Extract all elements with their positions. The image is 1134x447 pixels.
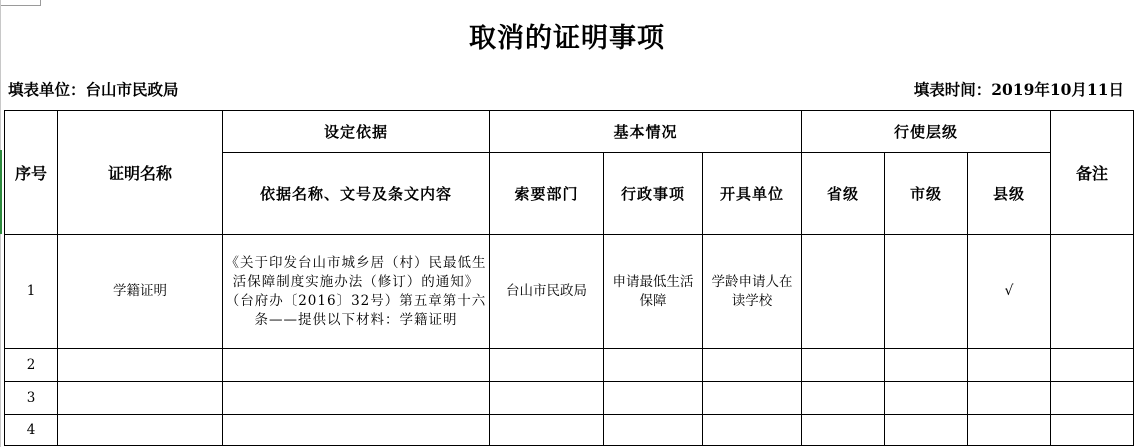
- header-basis-group[interactable]: 设定依据: [223, 111, 490, 153]
- cell-basis[interactable]: [223, 415, 490, 446]
- cell-name[interactable]: [58, 382, 223, 415]
- cell-admin-item[interactable]: [604, 349, 703, 382]
- cell-county[interactable]: [968, 382, 1051, 415]
- cell-province[interactable]: [802, 235, 885, 349]
- cell-admin-item[interactable]: [604, 382, 703, 415]
- cell-city[interactable]: [885, 415, 968, 446]
- cell-req-dept[interactable]: [490, 349, 604, 382]
- header-province[interactable]: 省级: [802, 153, 885, 235]
- table-row: [5, 235, 1134, 349]
- cell-seq[interactable]: 4: [5, 415, 58, 446]
- cell-issuer[interactable]: 学龄申请人在读学校: [703, 235, 802, 349]
- cell-county[interactable]: [968, 415, 1051, 446]
- header-situation-group[interactable]: 基本情况: [490, 111, 802, 153]
- header-basis-sub[interactable]: 依据名称、文号及条文内容: [223, 153, 490, 235]
- sheet-corner-cell[interactable]: [0, 0, 41, 6]
- cell-issuer[interactable]: [703, 415, 802, 446]
- cell-city[interactable]: [885, 349, 968, 382]
- cell-remark[interactable]: [1051, 349, 1134, 382]
- cell-province[interactable]: [802, 415, 885, 446]
- cell-province[interactable]: [802, 382, 885, 415]
- page-title: 取消的证明事项: [469, 23, 665, 54]
- cell-remark[interactable]: [1051, 235, 1134, 349]
- cell-admin-item[interactable]: 申请最低生活保障: [604, 235, 703, 349]
- cell-basis[interactable]: [223, 349, 490, 382]
- header-seq[interactable]: 序号: [5, 111, 58, 235]
- cell-seq[interactable]: 1: [5, 235, 58, 349]
- cell-req-dept[interactable]: [490, 415, 604, 446]
- header-city[interactable]: 市级: [885, 153, 968, 235]
- table-row: [5, 349, 1134, 382]
- certificate-table: [4, 110, 1134, 446]
- cell-issuer[interactable]: [703, 382, 802, 415]
- cell-name[interactable]: 学籍证明: [58, 235, 223, 349]
- cell-city[interactable]: [885, 382, 968, 415]
- header-row-1: [5, 111, 1134, 153]
- cell-county[interactable]: [968, 349, 1051, 382]
- cell-county[interactable]: √: [968, 235, 1051, 349]
- header-admin-item[interactable]: 行政事项: [604, 153, 703, 235]
- fill-time-label: 填表时间：2019年10月11日: [913, 80, 1124, 99]
- cell-issuer[interactable]: [703, 349, 802, 382]
- header-level-group[interactable]: 行使层级: [802, 111, 1051, 153]
- cell-admin-item[interactable]: [604, 415, 703, 446]
- cell-name[interactable]: [58, 349, 223, 382]
- cell-req-dept[interactable]: 台山市民政局: [490, 235, 604, 349]
- header-name[interactable]: 证明名称: [58, 111, 223, 235]
- cell-seq[interactable]: 3: [5, 382, 58, 415]
- cell-remark[interactable]: [1051, 382, 1134, 415]
- table-row: [5, 382, 1134, 415]
- table-row: [5, 415, 1134, 446]
- cell-basis[interactable]: [223, 382, 490, 415]
- fill-unit-label: 填表单位：台山市民政局: [8, 80, 179, 99]
- cell-name[interactable]: [58, 415, 223, 446]
- header-issuer[interactable]: 开具单位: [703, 153, 802, 235]
- header-remark[interactable]: 备注: [1051, 111, 1134, 235]
- cell-city[interactable]: [885, 235, 968, 349]
- header-req-dept[interactable]: 索要部门: [490, 153, 604, 235]
- cell-province[interactable]: [802, 349, 885, 382]
- active-cell-marker: [0, 150, 2, 234]
- header-county[interactable]: 县级: [968, 153, 1051, 235]
- cell-seq[interactable]: 2: [5, 349, 58, 382]
- cell-req-dept[interactable]: [490, 382, 604, 415]
- cell-basis[interactable]: 《关于印发台山市城乡居（村）民最低生活保障制度实施办法（修订）的通知》（台府办〔2016〕32号）第五章第十六条——提供以下材料：学籍证明: [223, 235, 490, 349]
- cell-remark[interactable]: [1051, 415, 1134, 446]
